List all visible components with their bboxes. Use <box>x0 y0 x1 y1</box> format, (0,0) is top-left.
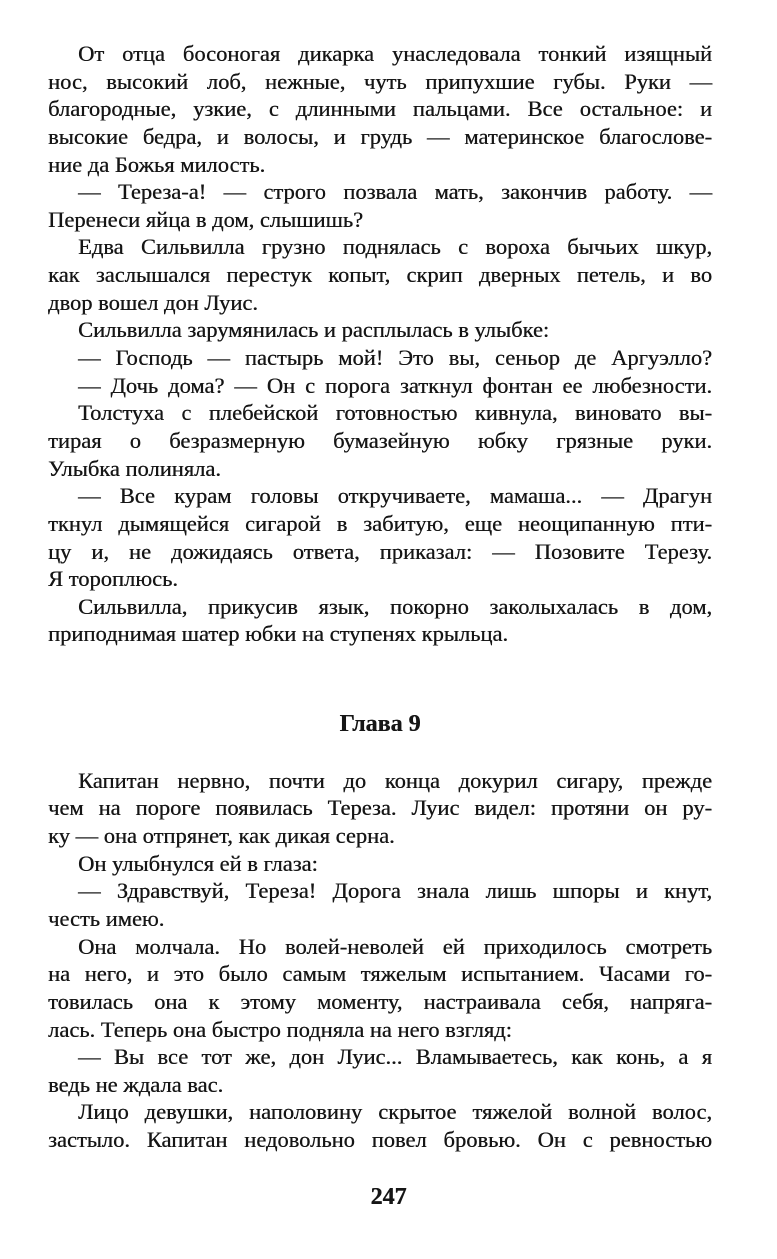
text-line: ку — она отпрянет, как дикая серна. <box>48 823 395 849</box>
text-line: чем на пороге появилась Тереза. Луис видел: протяни он ру- <box>48 795 712 821</box>
text-line: цу и, не дожидаясь ответа, приказал: — Позовите Терезу. <box>48 538 712 564</box>
page-number: 247 <box>370 1184 407 1210</box>
text-line: Лицо девушки, наполовину скрытое тяжелой волной волос, <box>78 1099 712 1125</box>
text-line: честь имею. <box>48 905 165 931</box>
text-line: Сильвилла, прикусив язык, покорно заколыхалась в дом, <box>78 593 712 619</box>
text-line: Она молчала. Но волей-неволей ей приходилось смотреть <box>78 933 712 959</box>
text-line: Он улыбнулся ей в глаза: <box>78 850 318 876</box>
text-line: товилась она к этому моменту, настраивала себя, напряга- <box>48 988 712 1014</box>
text-line: застыло. Капитан недовольно повел бровью. Он с ревностью <box>48 1127 712 1153</box>
text-line: — Дочь дома? — Он с порога заткнул фонтан ее любезности. <box>78 372 712 398</box>
text-line: Капитан нервно, почти до конца докурил сигару, прежде <box>78 767 712 793</box>
text-line: ведь не ждала вас. <box>48 1071 224 1097</box>
text-line: — Здравствуй, Тереза! Дорога знала лишь шпоры и кнут, <box>78 878 712 904</box>
text-line: нос, высокий лоб, нежные, чуть припухшие губы. Руки — <box>48 68 712 94</box>
text-line: высокие бедра, и волосы, и грудь — материнское благослове- <box>48 123 712 149</box>
text-line: Я тороплюсь. <box>48 566 178 592</box>
text-line: тирая о безразмерную бумазейную юбку грязные руки. <box>48 427 712 453</box>
text-line: Сильвилла зарумянилась и расплылась в улыбке: <box>78 317 550 343</box>
text-column <box>48 40 712 1154</box>
text-line: — Господь — пастырь мой! Это вы, сеньор де Аргуэлло? <box>78 345 712 371</box>
text-line: как заслышался перестук копыт, скрип дверных петель, и во <box>48 262 712 288</box>
text-line: — Тереза-а! — строго позвала мать, закончив работу. — <box>78 179 712 205</box>
text-line: — Вы все тот же, дон Луис... Вламываетесь, как конь, а я <box>78 1044 712 1070</box>
text-line: на него, и это было самым тяжелым испытанием. Часами го- <box>48 961 712 987</box>
text-line: — Все курам головы откручиваете, мамаша... — Драгун <box>78 483 712 509</box>
text-line: Толстуха с плебейской готовностью кивнула, виновато вы- <box>78 400 712 426</box>
text-line: приподнимая шатер юбки на ступенях крыльца. <box>48 621 508 647</box>
text-line: благородные, узкие, с длинными пальцами. Все остальное: и <box>48 96 712 122</box>
text-line: Улыбка полиняла. <box>48 455 221 481</box>
text-line: лась. Теперь она быстро подняла на него взгляд: <box>48 1016 512 1042</box>
text-line: двор вошел дон Луис. <box>48 289 258 315</box>
text-line: Едва Сильвилла грузно поднялась с вороха бычьих шкур, <box>78 234 712 260</box>
text-line: Перенеси яйца в дом, слышишь? <box>48 206 364 232</box>
text-line: ткнул дымящейся сигарой в забитую, еще неощипанную пти- <box>48 510 712 536</box>
text-line: От отца босоногая дикарка унаследовала тонкий изящный <box>78 41 712 66</box>
text-line: ние да Божья милость. <box>48 151 266 177</box>
chapter-heading: Глава 9 <box>339 711 421 738</box>
